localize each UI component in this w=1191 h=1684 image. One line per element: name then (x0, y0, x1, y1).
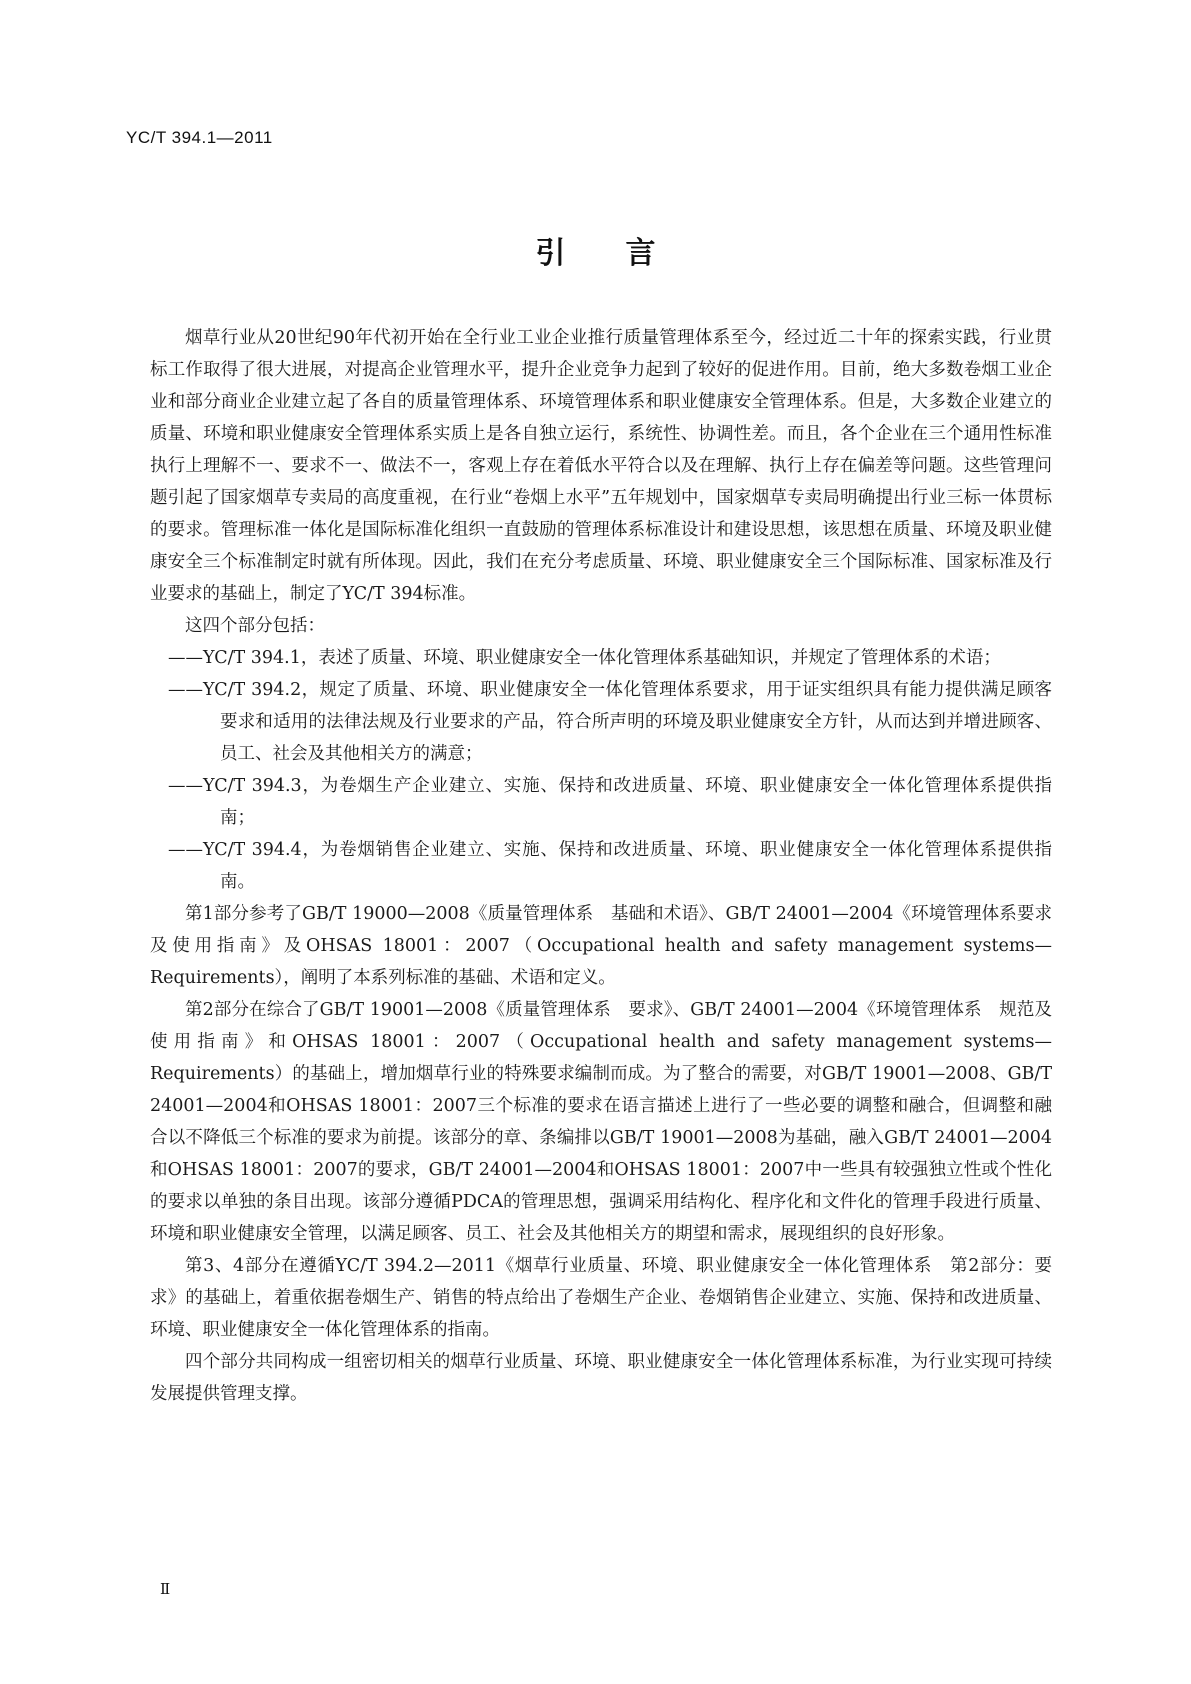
list-item: ——YC/T 394.1，表述了质量、环境、职业健康安全一体化管理体系基础知识，并规定了管理体系的术语； (168, 648, 1001, 668)
paragraph-parts-intro: 这四个部分包括： (185, 616, 325, 636)
page-number: Ⅱ (160, 1580, 171, 1598)
standard-code: YC/T 394.1—2011 (126, 128, 273, 147)
document-body (150, 322, 1052, 1410)
list-item: ——YC/T 394.4，为卷烟销售企业建立、实施、保持和改进质量、环境、职业健康安全一体化管理体系提供指南。 (168, 840, 1052, 892)
paragraph-part1: 第1部分参考了GB/T 19000—2008《质量管理体系 基础和术语》、GB/T 24001—2004《环境管理体系要求及使用指南》及OHSAS 18001：2007（Occupational health and safety management systems—Requirements），阐明了本系列标准的基础、术语和定义。 (150, 904, 1052, 988)
list-item: ——YC/T 394.2，规定了质量、环境、职业健康安全一体化管理体系要求，用于证实组织具有能力提供满足顾客要求和适用的法律法规及行业要求的产品，符合所声明的环境及职业健康安全方针，从而达到并增进顾客、员工、社会及其他相关方的满意； (168, 680, 1052, 764)
paragraph-summary: 四个部分共同构成一组密切相关的烟草行业质量、环境、职业健康安全一体化管理体系标准，为行业实现可持续发展提供管理支撑。 (150, 1352, 1052, 1404)
page-title: 引言 (535, 236, 716, 271)
list-item: ——YC/T 394.3，为卷烟生产企业建立、实施、保持和改进质量、环境、职业健康安全一体化管理体系提供指南； (168, 776, 1052, 828)
paragraph-part2: 第2部分在综合了GB/T 19001—2008《质量管理体系 要求》、GB/T 24001—2004《环境管理体系 规范及使用指南》和OHSAS 18001：2007（Occupational health and safety management systems—Requirements）的基础上，增加烟草行业的特殊要求编制而成。为了整合的需要，对GB/T 19001—2008、GB/T 24001—2004和OHSAS 18001：2007三个标准的要求在语言描述上进行了一些必要的调整和融合，但调整和融合以不降低三个标准的要求为前提。该部分的章、条编排以GB/T 19001—2008为基础，融入GB/T 24001—2004和OHSAS 18001：2007的要求，GB/T 24001—2004和OHSAS 18001：2007中一些具有较强独立性或个性化的要求以单独的条目出现。该部分遵循PDCA的管理思想，强调采用结构化、程序化和文件化的管理手段进行质量、环境和职业健康安全管理，以满足顾客、员工、社会及其他相关方的期望和需求，展现组织的良好形象。 (150, 1000, 1052, 1244)
paragraph-part3-4: 第3、4部分在遵循YC/T 394.2—2011《烟草行业质量、环境、职业健康安全一体化管理体系 第2部分：要求》的基础上，着重依据卷烟生产、销售的特点给出了卷烟生产企业、卷烟销售企业建立、实施、保持和改进质量、环境、职业健康安全一体化管理体系的指南。 (150, 1256, 1052, 1340)
paragraph-background: 烟草行业从20世纪90年代初开始在全行业工业企业推行质量管理体系至今，经过近二十年的探索实践，行业贯标工作取得了很大进展，对提高企业管理水平，提升企业竞争力起到了较好的促进作用。目前，绝大多数卷烟工业企业和部分商业企业建立起了各自的质量管理体系、环境管理体系和职业健康安全管理体系。但是，大多数企业建立的质量、环境和职业健康安全管理体系实质上是各自独立运行，系统性、协调性差。而且，各个企业在三个通用性标准执行上理解不一、要求不一、做法不一，客观上存在着低水平符合以及在理解、执行上存在偏差等问题。这些管理问题引起了国家烟草专卖局的高度重视，在行业“卷烟上水平”五年规划中，国家烟草专卖局明确提出行业三标一体贯标的要求。管理标准一体化是国际标准化组织一直鼓励的管理体系标准设计和建设思想，该思想在质量、环境及职业健康安全三个标准制定时就有所体现。因此，我们在充分考虑质量、环境、职业健康安全三个国际标准、国家标准及行业要求的基础上，制定了YC/T 394标准。 (150, 328, 1052, 604)
